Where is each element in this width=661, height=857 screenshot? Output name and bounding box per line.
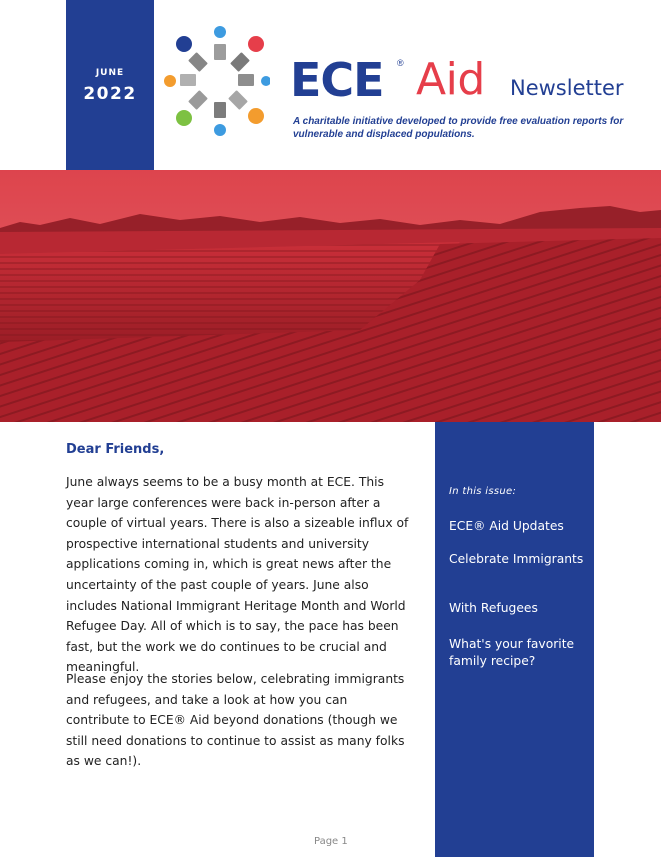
- letter-paragraph-2: Please enjoy the stories below, celebrating immigrants and refugees, and take a look at how you can contribute to ECE® Aid beyond donations (though we still need donations to continue to assist as many folks as we can!).: [66, 672, 405, 769]
- hero-field-image: [0, 170, 661, 422]
- issue-year: 2022: [83, 84, 137, 104]
- letter-greeting: Dear Friends,: [66, 442, 165, 457]
- toc-item-family-recipe[interactable]: What's your favorite family recipe?: [449, 637, 575, 668]
- letter-paragraph-1: June always seems to be a busy month at ECE. This year large conferences were back in-person after a couple of virtual years. There is also a sizeable influx of prospective international students and university applications coming in, which is great news after the uncertainty of the past couple of years. June also includes National Immigrant Heritage Month and World Refugee Day. All of which is to say, the pace has been fast, but the work we do continues to be crucial and meaningful.: [66, 475, 409, 675]
- toc-item-aid-updates[interactable]: ECE® Aid Updates: [449, 519, 564, 533]
- in-this-issue-sidebar: [435, 422, 594, 857]
- toc-item-with-refugees[interactable]: With Refugees: [449, 601, 538, 615]
- brand-aid-wordmark: Aid: [416, 54, 485, 105]
- tagline: A charitable initiative developed to provide free evaluation reports for vulnerable and displaced populations.: [293, 116, 624, 140]
- registered-mark: ®: [397, 58, 404, 68]
- brand-newsletter-label: Newsletter: [510, 76, 624, 100]
- toc-item-celebrate-immigrants[interactable]: Celebrate Immigrants: [449, 552, 584, 566]
- page-number: Page 1: [314, 836, 348, 847]
- sidebar-heading: In this issue:: [449, 486, 517, 497]
- ece-logo-icon: [162, 24, 270, 136]
- issue-month: JUNE: [95, 68, 125, 78]
- brand-ece-wordmark: ECE: [290, 53, 384, 107]
- issue-date-box: [66, 0, 154, 170]
